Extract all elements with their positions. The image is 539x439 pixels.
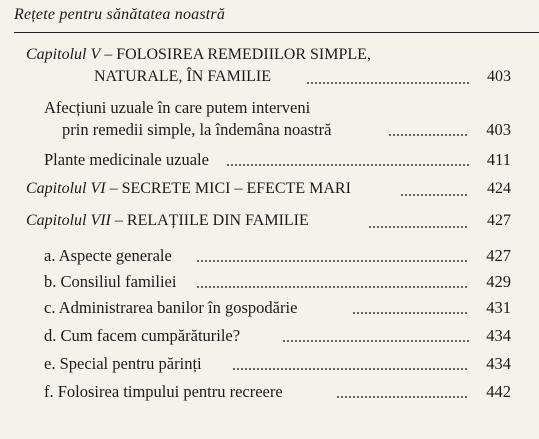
ch5-sub2 <box>0 150 539 172</box>
ch7-sub-c <box>0 298 539 320</box>
chapter-6-prefix: Capitolul VI <box>26 180 106 197</box>
header-rule <box>14 32 539 33</box>
ch7-sub-a-text: a. Aspecte generale <box>44 246 172 265</box>
ch7-sub-d-page: 434 <box>486 326 511 345</box>
ch5-sub2-page: 411 <box>486 150 511 169</box>
ch7-sub-e <box>0 354 539 376</box>
ch5-sub1-text2: prin remedii simple, la îndemâna noastră <box>62 120 332 139</box>
ch5-sub1-text1: Afecțiuni uzuale în care putem interveni <box>44 98 311 117</box>
ch7-sub-e-page: 434 <box>486 354 511 373</box>
ch5-sub1-line2 <box>0 120 539 142</box>
ch7-sub-b-text: b. Consiliul familiei <box>44 272 177 291</box>
ch7-sub-c-page: 431 <box>486 298 511 317</box>
leader-dots <box>368 226 469 228</box>
chapter-6 <box>0 180 539 202</box>
leader-dots <box>196 260 469 262</box>
ch7-sub-c-text: c. Administrarea banilor în gospodărie <box>44 298 298 317</box>
ch7-sub-e-text: e. Special pentru părinți <box>44 354 202 373</box>
leader-dots <box>306 82 469 84</box>
ch7-sub-a <box>0 246 539 268</box>
leader-dots <box>196 286 469 288</box>
ch7-sub-d-text: d. Cum facem cumpărăturile? <box>44 326 241 345</box>
ch7-sub-f <box>0 382 539 404</box>
chapter-5-page: 403 <box>487 68 511 85</box>
chapter-5-title-line1 <box>0 46 539 68</box>
ch5-sub1-page: 403 <box>486 120 511 139</box>
leader-dots <box>336 396 469 398</box>
running-header: Rețete pentru sănătatea noastră <box>14 6 226 23</box>
chapter-6-title: – SECRETE MICI – EFECTE MARI <box>105 180 351 197</box>
ch7-sub-f-text: f. Folosirea timpului pentru recreere <box>44 382 283 401</box>
ch7-sub-b-page: 429 <box>486 272 511 291</box>
chapter-5-title-cont: NATURALE, ÎN FAMILIE <box>94 68 272 85</box>
chapter-6-page: 424 <box>487 180 511 197</box>
leader-dots <box>226 164 469 166</box>
leader-dots <box>232 368 469 370</box>
leader-dots <box>400 194 469 196</box>
chapter-7-page: 427 <box>487 212 511 229</box>
ch7-sub-f-page: 442 <box>486 382 511 401</box>
chapter-5-title: – FOLOSIREA REMEDIILOR SIMPLE, <box>100 46 371 63</box>
leader-dots <box>282 340 469 342</box>
ch7-sub-b <box>0 272 539 294</box>
ch5-sub1-line1 <box>0 98 539 120</box>
leader-dots <box>352 312 469 314</box>
chapter-7-prefix: Capitolul VII <box>26 212 111 229</box>
chapter-7-title: – RELAȚIILE DIN FAMILIE <box>110 212 309 229</box>
chapter-5-title-line2 <box>0 68 539 90</box>
ch7-sub-d <box>0 326 539 348</box>
chapter-5-prefix: Capitolul V <box>26 46 101 63</box>
ch7-sub-a-page: 427 <box>486 246 511 265</box>
leader-dots <box>388 134 469 136</box>
ch5-sub2-text: Plante medicinale uzuale <box>44 150 209 169</box>
chapter-7 <box>0 212 539 234</box>
